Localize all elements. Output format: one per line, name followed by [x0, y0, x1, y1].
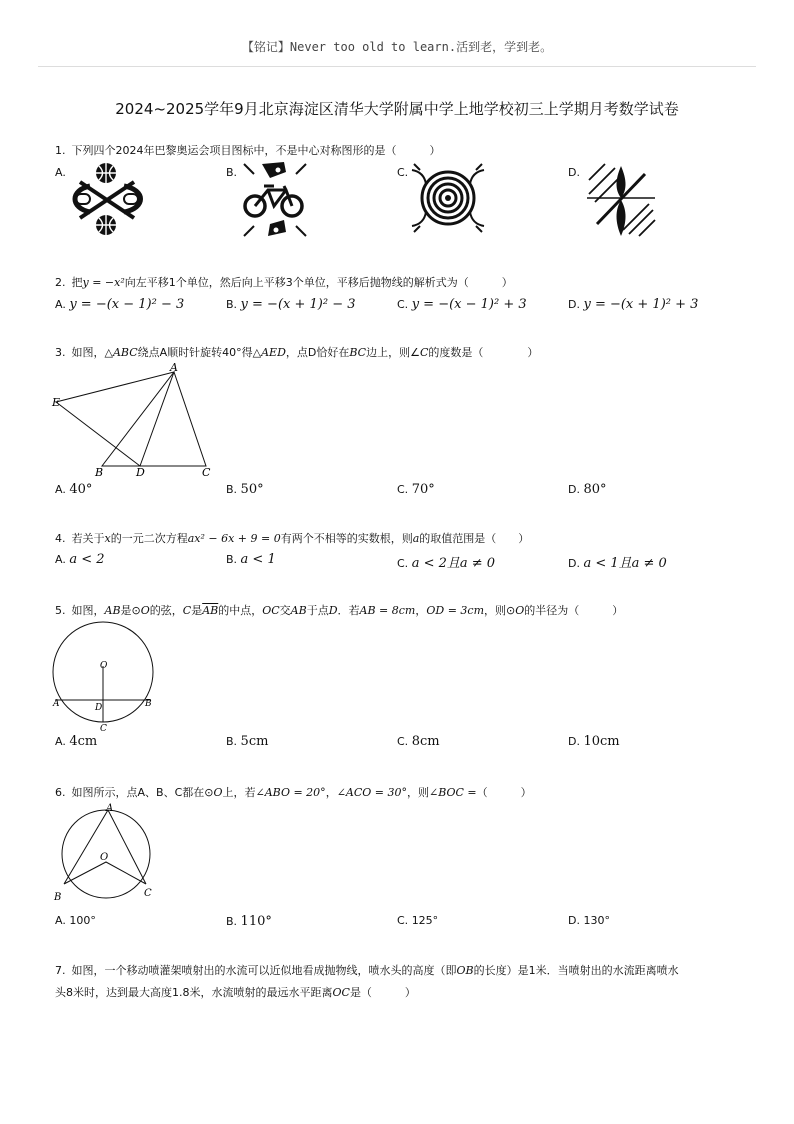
q5-label-b: B — [145, 699, 152, 709]
question-4-stem: 4. 若关于x的一元二次方程ax² − 6x + 9 = 0有两个不相等的实数根，则a的取值范围是（ ） — [55, 532, 530, 545]
q3-label-a: A — [170, 361, 178, 374]
q3-option-d[interactable]: D. 80° — [568, 482, 607, 497]
q5-label-o: O — [100, 661, 108, 671]
q4-option-c[interactable]: C. a < 2且a ≠ 0 — [397, 556, 496, 571]
q6-label-a: A — [106, 803, 114, 814]
q3-label-b: B — [95, 466, 104, 479]
q3-label-e: E — [52, 396, 61, 409]
q5-label-a: A — [53, 699, 60, 709]
q4-option-b[interactable]: B. a < 1 — [226, 552, 276, 567]
archery-target-pictogram-icon[interactable] — [410, 160, 486, 236]
q2-option-b[interactable]: B. y = −(x + 1)² − 3 — [226, 297, 356, 312]
q4-option-a[interactable]: A. a < 2 — [55, 552, 105, 567]
basketball-pictogram-icon[interactable] — [68, 160, 158, 238]
q2-option-c[interactable]: C. y = −(x − 1)² + 3 — [397, 297, 527, 312]
q3-triangle-figure — [50, 360, 220, 480]
exam-title: 2024~2025学年9月北京海淀区清华大学附属中学上地学校初三上学期月考数学试卷 — [115, 100, 679, 118]
fencing-pictogram-icon[interactable] — [585, 160, 657, 238]
question-6-stem: 6. 如图所示，点A、B、C都在⊙O上，若∠ABO = 20°，∠ACO = 30°，则∠BOC =（ ） — [55, 786, 532, 799]
q1-option-d-label[interactable]: D. — [568, 166, 580, 179]
question-5-stem: 5. 如图，AB是⊙O的弦，C是$\overline{AB}$的中点，OC交AB于点D．若AB = 8cm，OD = 3cm，则⊙O的半径为（ ） — [55, 604, 624, 617]
q1-option-b-label[interactable]: B. — [226, 166, 238, 179]
q6-option-b[interactable]: B. 110° — [226, 914, 272, 929]
q5-label-d: D — [95, 703, 103, 713]
q5-option-a[interactable]: A. 4cm — [55, 734, 98, 749]
q6-label-b: B — [54, 892, 62, 903]
q2-option-d[interactable]: D. y = −(x + 1)² + 3 — [568, 297, 699, 312]
q2-option-a[interactable]: A. y = −(x − 1)² − 3 — [55, 297, 185, 312]
q3-option-a[interactable]: A. 40° — [55, 482, 93, 497]
q1-option-a-label[interactable]: A. — [55, 166, 66, 179]
question-2-stem: 2. 把y = −x²向左平移1个单位，然后向上平移3个单位，平移后抛物线的解析式为（ ） — [55, 276, 513, 289]
header-divider — [38, 66, 756, 67]
q5-option-b[interactable]: B. 5cm — [226, 734, 269, 749]
q2-expression: y = −x² — [82, 276, 125, 289]
q4-option-d[interactable]: D. a < 1且a ≠ 0 — [568, 556, 667, 571]
question-7-stem-line-2: 头8米时，达到最大高度1.8米，水流喷射的最远水平距离OC是（ ） — [55, 986, 416, 999]
page-motto: 【铭记】Never too old to learn.活到老，学到老。 — [241, 40, 553, 54]
q3-option-b[interactable]: B. 50° — [226, 482, 264, 497]
question-7-stem-line-1: 7. 如图，一个移动喷灌架喷射出的水流可以近似地看成抛物线，喷水头的高度（即OB的长度）是1米．当喷射出的水流距离喷水 — [55, 964, 679, 977]
q3-label-d: D — [136, 466, 145, 479]
q1-option-c-label[interactable]: C. — [397, 166, 409, 179]
q6-label-o: O — [100, 852, 109, 863]
bmx-cycling-pictogram-icon[interactable] — [240, 160, 310, 240]
q6-option-d[interactable]: D. 130° — [568, 914, 610, 927]
q5-label-c: C — [100, 724, 107, 732]
q6-circle-figure — [50, 800, 160, 904]
q6-label-c: C — [144, 888, 152, 899]
q6-option-a[interactable]: A. 100° — [55, 914, 96, 927]
q5-circle-figure — [50, 620, 160, 732]
question-1-stem: 1. 下列四个2024年巴黎奥运会项目图标中，不是中心对称图形的是（ ） — [55, 144, 441, 157]
q3-label-c: C — [202, 466, 211, 479]
q6-option-c[interactable]: C. 125° — [397, 914, 439, 927]
q5-option-c[interactable]: C. 8cm — [397, 734, 440, 749]
q5-option-d[interactable]: D. 10cm — [568, 734, 620, 749]
q3-option-c[interactable]: C. 70° — [397, 482, 435, 497]
question-3-stem: 3. 如图，△ABC绕点A顺时针旋转40°得△AED，点D恰好在BC边上，则∠C的度数是（ ） — [55, 346, 539, 359]
